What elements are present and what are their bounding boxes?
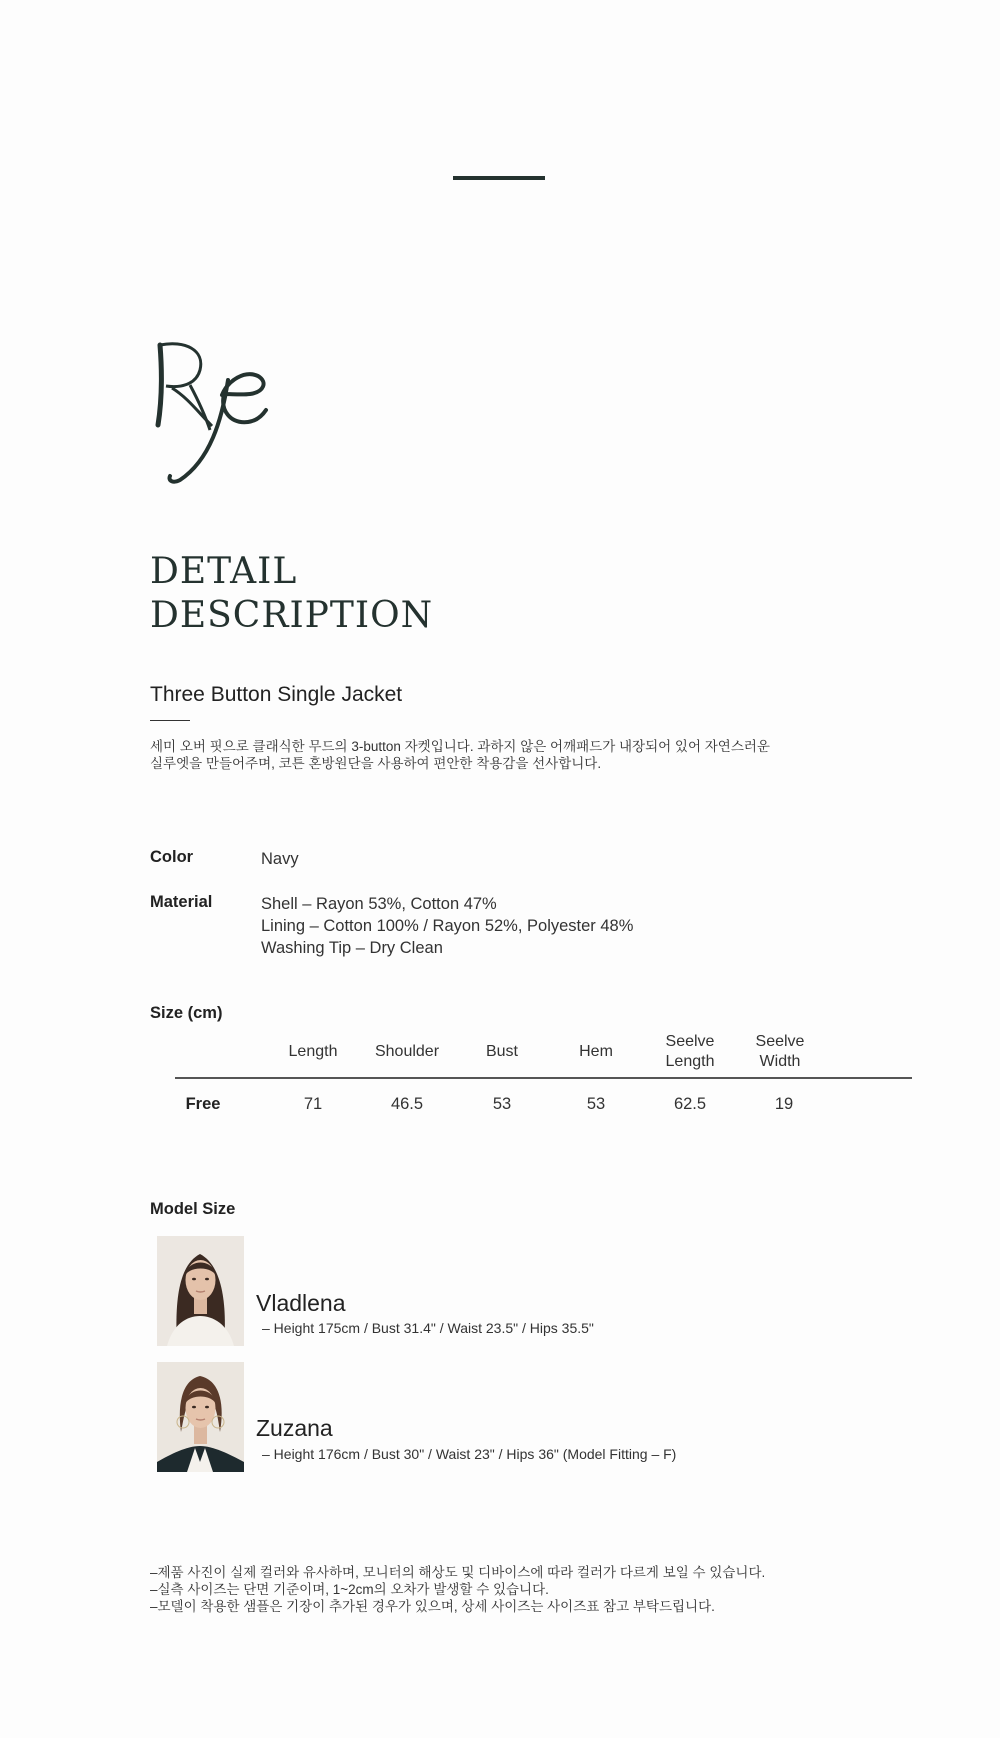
section-title-line1: DETAIL: [150, 551, 298, 592]
size-header-length: Length: [288, 1043, 338, 1060]
size-header-sleeve-length: Seelve Length: [665, 1033, 715, 1070]
product-description: [150, 738, 850, 772]
size-cell-sleeve-width: 19: [774, 1095, 794, 1113]
notice-item: –제품 사진이 실제 컬러와 유사하며, 모니터의 해상도 및 디바이스에 따라 컬러가 다르게 보일 수 있습니다.: [150, 1565, 766, 1580]
material-line-washing: Washing Tip – Dry Clean: [261, 939, 443, 957]
size-cell-bust: 53: [492, 1095, 512, 1113]
notice-list: [150, 1564, 950, 1615]
model-name-zuzana: Zuzana: [256, 1415, 333, 1441]
top-divider: [453, 176, 545, 180]
size-table-divider: [175, 1077, 912, 1079]
section-title-line2: DESCRIPTION: [150, 595, 434, 636]
model-stats-vladlena: – Height 175cm / Bust 31.4" / Waist 23.5" / Hips 35.5": [262, 1320, 594, 1336]
material-value: [261, 893, 633, 959]
size-table-label: Size (cm): [150, 1004, 223, 1022]
model-name-vladlena: Vladlena: [256, 1290, 346, 1316]
model-stats-zuzana: – Height 176cm / Bust 30" / Waist 23" / Hips 36" (Model Fitting – F): [262, 1446, 677, 1462]
material-line-lining: Lining – Cotton 100% / Rayon 52%, Polyester 48%: [261, 917, 634, 935]
size-row-label: Free: [185, 1095, 221, 1113]
size-cell-sleeve-length: 62.5: [673, 1095, 707, 1113]
size-cell-length: 71: [303, 1095, 323, 1113]
model-photo-zuzana: [157, 1362, 244, 1472]
notice-item: –모델이 착용한 샘플은 기장이 추가된 경우가 있으며, 상세 사이즈는 사이즈표 참고 부탁드립니다.: [150, 1599, 715, 1614]
notice-item: –실측 사이즈는 단면 기준이며, 1~2cm의 오차가 발생할 수 있습니다.: [150, 1582, 549, 1597]
size-header-sleeve-width: Seelve Width: [755, 1033, 805, 1070]
product-name: Three Button Single Jacket: [150, 683, 403, 706]
size-header-bust: Bust: [485, 1043, 518, 1060]
model-photo-vladlena: [157, 1236, 244, 1346]
section-title: [150, 550, 433, 638]
color-value: [261, 848, 299, 870]
size-header-shoulder: Shoulder: [374, 1043, 440, 1060]
description-line: 세미 오버 핏으로 클래식한 무드의 3-button 자켓입니다. 과하지 않은 어깨패드가 내장되어 있어 자연스러운: [150, 739, 770, 754]
color-value-text: Navy: [261, 850, 299, 868]
color-label: Color: [150, 848, 194, 866]
size-cell-hem: 53: [586, 1095, 606, 1113]
size-cell-shoulder: 46.5: [390, 1095, 424, 1113]
model-size-label: Model Size: [150, 1200, 236, 1218]
brand-logo: [150, 340, 280, 500]
product-name-underline: [150, 720, 190, 721]
material-line-shell: Shell – Rayon 53%, Cotton 47%: [261, 895, 497, 913]
size-header-hem: Hem: [579, 1043, 613, 1060]
material-label: Material: [150, 893, 213, 911]
description-line: 실루엣을 만들어주며, 코튼 혼방원단을 사용하여 편안한 착용감을 선사합니다.: [150, 756, 602, 771]
